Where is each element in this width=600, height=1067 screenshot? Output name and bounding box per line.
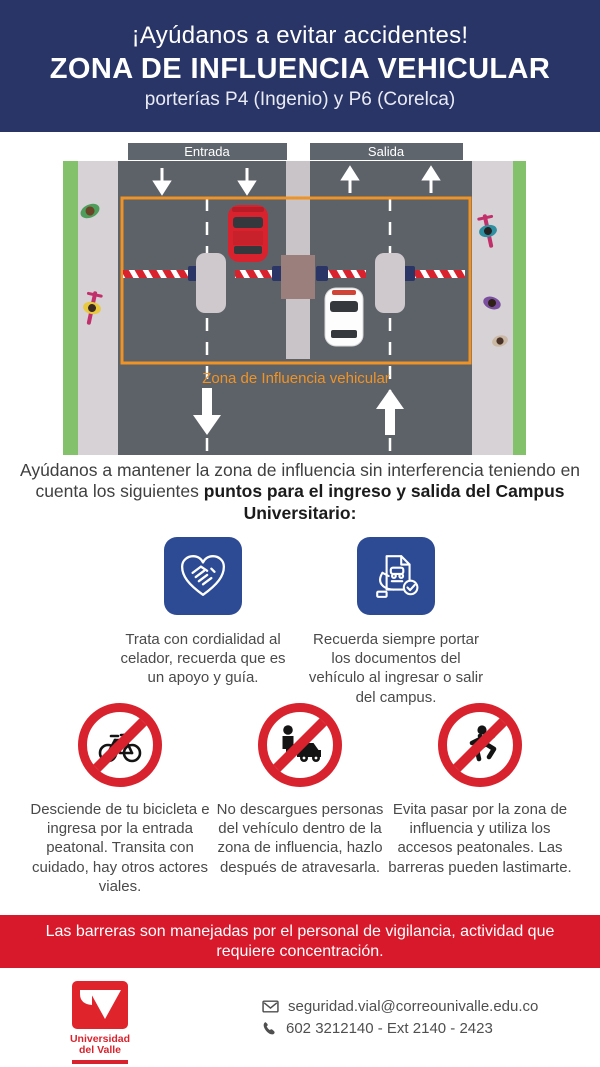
no-bicycle-sign — [78, 703, 162, 787]
tip-icon-box — [357, 537, 435, 615]
tip-text: Recuerda siempre portar los documentos del vehículo al ingresar o salir del campus. — [308, 631, 484, 706]
headline: ¡Ayúdanos a evitar accidentes! — [131, 21, 469, 49]
guard-booth — [375, 253, 405, 313]
univalle-logo — [69, 981, 131, 1064]
tip-text: Trata con cordialidad al celador, recuerda que es un apoyo y guía. — [120, 631, 286, 687]
entrada-label: Entrada — [184, 144, 230, 159]
entrada-bar — [128, 143, 287, 160]
prohibition-text: No descargues personas del vehículo dentro de la zona de influencia, hazlo después de atravesarla. — [216, 801, 384, 876]
phone-text: 602 3212140 - Ext 2140 - 2423 — [286, 1020, 493, 1037]
subtitle: porterías P4 (Ingenio) y P6 (Corelca) — [144, 88, 456, 110]
email-row — [262, 998, 538, 1015]
guard-booth — [196, 253, 226, 313]
no-running-sign — [438, 703, 522, 787]
influence-zone-label: Zona de Influencia vehicular — [202, 370, 390, 387]
footer — [0, 968, 600, 1067]
control-island — [281, 255, 315, 299]
contact-block — [262, 998, 538, 1037]
intro-bold-text: puntos para el ingreso y salida del Campus Universitario: — [203, 481, 565, 523]
email-text: seguridad.vial@correounivalle.edu.co — [288, 998, 539, 1015]
tip-icon-box — [164, 537, 242, 615]
phone-row — [262, 1020, 538, 1037]
prohibition-text: Desciende de tu bicicleta e ingresa por la entrada peatonal. Transita con cuidado, hay otros actores viales. — [30, 801, 210, 895]
envelope-icon — [262, 1000, 279, 1013]
road-diagram — [0, 143, 600, 455]
white-car — [325, 288, 363, 346]
header-banner — [0, 0, 600, 132]
tip-card-cordiality — [117, 537, 289, 688]
intro-paragraph — [14, 460, 586, 524]
logo-underline — [72, 1060, 128, 1064]
prohibition-text: Evita pasar por la zona de influencia y utiliza los accesos peatonales. Las barreras pueden lastimarte. — [388, 801, 572, 876]
univalle-logo-mark — [72, 981, 128, 1029]
page-title: ZONA DE INFLUENCIA VEHICULAR — [49, 52, 551, 85]
warning-banner — [0, 915, 600, 968]
phone-icon — [262, 1021, 277, 1036]
no-unloading-sign — [258, 703, 342, 787]
handshake-heart-icon — [179, 552, 227, 600]
logo-text-line1: Universidad — [69, 1033, 131, 1045]
intro-regular-text: Ayúdanos a mantener la zona de influencia sin interferencia teniendo en cuenta los siguientes — [19, 460, 581, 502]
logo-text-line2: del Valle — [78, 1044, 122, 1057]
salida-bar — [310, 143, 463, 160]
salida-label: Salida — [367, 144, 405, 159]
vehicle-documents-icon — [372, 552, 420, 600]
red-car — [228, 205, 268, 262]
tip-card-documents — [305, 537, 487, 707]
warning-banner-text: Las barreras son manejadas por el personal de vigilancia, actividad que requiere concentración. — [45, 922, 555, 960]
